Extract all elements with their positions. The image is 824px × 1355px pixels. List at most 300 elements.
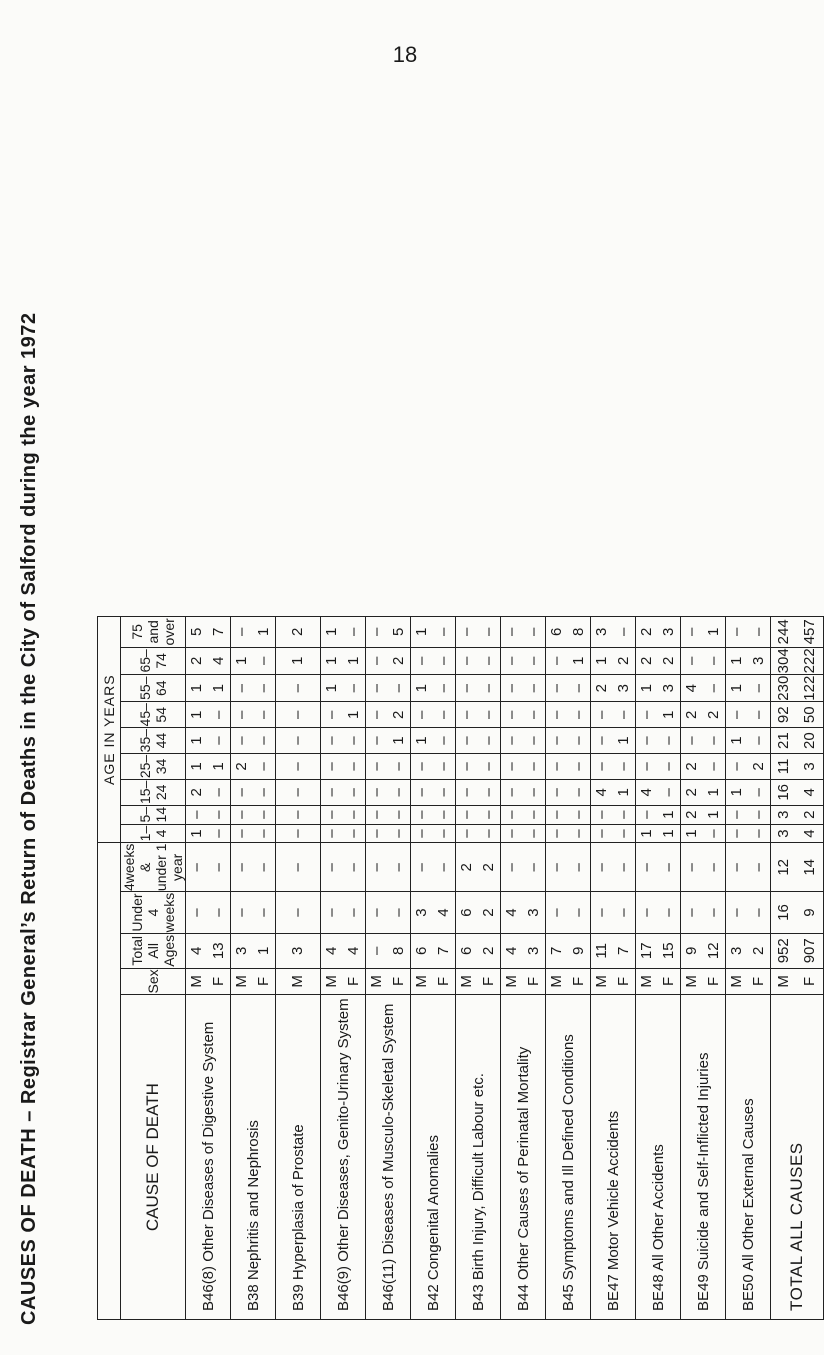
first-value: –: [503, 863, 520, 872]
age-1-4-cell: [591, 824, 636, 843]
first-value: 304: [775, 648, 792, 674]
second-value: –: [345, 627, 362, 637]
total-all-ages-cell: [546, 933, 591, 968]
total-label: TOTAL ALL CAUSES: [771, 995, 824, 1320]
age-5-14-cell: [771, 805, 824, 824]
first-value: 1: [188, 684, 205, 693]
first-value: 3: [593, 627, 610, 637]
first-value: –: [638, 908, 655, 917]
under-4-weeks-cell: [186, 892, 231, 934]
under-4-weeks-cell: [231, 892, 276, 934]
first-value: 2: [593, 684, 610, 693]
total-all-ages-cell: [366, 933, 411, 968]
first-value: 1: [728, 736, 745, 745]
first-value: –: [548, 810, 565, 819]
second-value: –: [210, 736, 227, 745]
second-value: 1: [705, 627, 722, 637]
first-value: 1: [638, 684, 655, 693]
age-15-24-cell: [681, 779, 726, 805]
second-value: –: [435, 710, 452, 719]
second-value: –: [435, 788, 452, 797]
table-row: [276, 617, 321, 1320]
table-row: [186, 617, 231, 1320]
4-weeks-under-1-year-cell: [186, 843, 231, 892]
under-4-weeks-cell: [771, 892, 824, 934]
second-value: F: [615, 976, 632, 987]
first-value: –: [323, 788, 340, 797]
second-value: F: [435, 976, 452, 987]
second-value: 122: [801, 675, 818, 701]
age-25-34-cell: [456, 754, 501, 780]
first-value: –: [638, 762, 655, 771]
second-value: 4: [345, 946, 362, 955]
4-weeks-under-1-year-cell: [771, 843, 824, 892]
cause-name: BE47 Motor Vehicle Accidents: [591, 995, 636, 1320]
second-value: –: [615, 762, 632, 771]
4-weeks-under-1-year-cell: [726, 843, 771, 892]
first-value: 2: [188, 656, 205, 666]
age-35-44-cell: [546, 728, 591, 754]
age-55-64-cell: [366, 675, 411, 702]
age-45-54-header: 45– 54: [121, 702, 186, 728]
first-value: –: [368, 762, 385, 771]
age-45-54-cell: [186, 702, 231, 728]
second-value: –: [660, 908, 677, 917]
second-value: –: [480, 788, 497, 797]
second-value: –: [615, 863, 632, 872]
age-55-64-cell: [726, 675, 771, 702]
second-value: –: [615, 627, 632, 637]
age-1-4-cell: [636, 824, 681, 843]
second-value: –: [435, 762, 452, 771]
second-value: 8: [570, 627, 587, 637]
second-value: –: [255, 908, 272, 917]
age-15-24-cell: [546, 779, 591, 805]
under-4-weeks-cell: [321, 892, 366, 934]
under-4-weeks-cell: [726, 892, 771, 934]
4-weeks-under-1-year-cell: [231, 843, 276, 892]
age-5-14-cell: [186, 805, 231, 824]
first-value: –: [458, 788, 475, 797]
age-1-4-cell: [321, 824, 366, 843]
age-25-34-cell: [771, 754, 824, 780]
sex-cell: [366, 968, 411, 995]
first-value: M: [728, 975, 745, 988]
age-5-14-cell: [591, 805, 636, 824]
first-value: M: [413, 975, 430, 988]
total-all-ages-cell: [636, 933, 681, 968]
cause-header: CAUSE OF DEATH: [121, 995, 186, 1320]
second-value: –: [210, 829, 227, 838]
table-row: [456, 617, 501, 1320]
first-value: –: [638, 710, 655, 719]
age-65-74-cell: [231, 647, 276, 674]
table-row: [681, 617, 726, 1320]
second-value: –: [255, 829, 272, 838]
first-value: –: [413, 656, 430, 666]
table-row: [366, 617, 411, 1320]
age-65-74-cell: [186, 647, 231, 674]
sex-header: Sex: [121, 968, 186, 995]
first-value: 2: [638, 627, 655, 637]
age-15-24-cell: [456, 779, 501, 805]
age-1-4-cell: [411, 824, 456, 843]
first-value: –: [728, 710, 745, 719]
first-value: –: [548, 710, 565, 719]
cause-name: B45 Symptoms and Ill Defined Conditions: [546, 995, 591, 1320]
age-75-over-cell: [186, 617, 231, 648]
age-group-header: AGE IN YEARS: [98, 617, 121, 843]
second-value: 3: [801, 762, 818, 771]
age-65-74-cell: [591, 647, 636, 674]
second-value: –: [435, 829, 452, 838]
total-all-ages-cell: [501, 933, 546, 968]
second-value: –: [255, 656, 272, 666]
first-value: 3: [413, 908, 430, 917]
first-value: –: [233, 810, 250, 819]
first-value: M: [368, 975, 385, 988]
age-35-44-cell: [231, 728, 276, 754]
second-value: 222: [801, 648, 818, 674]
sex-cell: [231, 968, 276, 995]
age-5-14-cell: [276, 805, 321, 824]
second-value: 15: [660, 942, 677, 960]
total-all-ages-cell: [321, 933, 366, 968]
second-value: F: [660, 976, 677, 987]
age-75-over-cell: [591, 617, 636, 648]
first-value: –: [413, 710, 430, 719]
second-value: –: [750, 710, 767, 719]
age-75-over-header: 75 and over: [121, 617, 186, 648]
second-value: –: [480, 710, 497, 719]
age-25-34-cell: [186, 754, 231, 780]
second-value: 2: [390, 656, 407, 666]
total-all-ages-cell: [681, 933, 726, 968]
first-value: –: [289, 788, 306, 797]
first-value: M: [775, 975, 792, 988]
first-value: –: [368, 710, 385, 719]
first-value: 2: [683, 762, 700, 771]
age-15-24-cell: [276, 779, 321, 805]
second-value: –: [525, 736, 542, 745]
second-value: –: [480, 684, 497, 693]
age-1-4-cell: [366, 824, 411, 843]
under-4-weeks-cell: [546, 892, 591, 934]
second-value: –: [345, 788, 362, 797]
age-15-24-cell: [771, 779, 824, 805]
second-value: –: [705, 908, 722, 917]
second-value: –: [210, 710, 227, 719]
under-4-weeks-cell: [366, 892, 411, 934]
total-row: [771, 617, 824, 1320]
second-value: 1: [570, 656, 587, 666]
second-value: 2: [480, 946, 497, 955]
first-value: 2: [638, 656, 655, 666]
first-value: M: [593, 975, 610, 988]
second-value: F: [255, 976, 272, 987]
first-value: –: [728, 627, 745, 637]
first-value: –: [683, 863, 700, 872]
total-header: Total All Ages: [121, 933, 186, 968]
first-value: –: [368, 946, 385, 955]
first-value: 952: [775, 938, 792, 964]
age-35-44-cell: [366, 728, 411, 754]
second-value: –: [615, 829, 632, 838]
age-45-54-cell: [726, 702, 771, 728]
table-row: [636, 617, 681, 1320]
second-value: –: [660, 762, 677, 771]
second-value: –: [750, 684, 767, 693]
4-weeks-under-1-year-cell: [546, 843, 591, 892]
age-5-14-cell: [411, 805, 456, 824]
age-5-14-header: 5– 14: [121, 805, 186, 824]
first-value: 2: [683, 788, 700, 797]
sex-cell: [456, 968, 501, 995]
first-value: –: [593, 829, 610, 838]
second-value: 7: [615, 946, 632, 955]
age-65-74-cell: [501, 647, 546, 674]
second-value: –: [480, 829, 497, 838]
cause-name: B43 Birth Injury, Difficult Labour etc.: [456, 995, 501, 1320]
second-value: 2: [801, 810, 818, 819]
first-value: –: [503, 627, 520, 637]
first-value: –: [638, 863, 655, 872]
age-25-34-cell: [411, 754, 456, 780]
age-55-64-cell: [591, 675, 636, 702]
second-value: –: [615, 710, 632, 719]
second-value: –: [570, 762, 587, 771]
first-value: 4: [503, 908, 520, 917]
second-value: –: [525, 762, 542, 771]
first-value: –: [548, 908, 565, 917]
first-value: 5: [188, 627, 205, 637]
first-value: –: [368, 863, 385, 872]
first-value: –: [289, 863, 306, 872]
second-value: 1: [345, 656, 362, 666]
age-45-54-cell: [591, 702, 636, 728]
second-value: 1: [210, 684, 227, 693]
first-value: M: [188, 975, 205, 988]
first-value: –: [233, 627, 250, 637]
second-value: –: [210, 810, 227, 819]
age-25-34-cell: [591, 754, 636, 780]
second-value: –: [435, 656, 452, 666]
second-value: 14: [801, 858, 818, 876]
age-75-over-cell: [321, 617, 366, 648]
age-75-over-cell: [276, 617, 321, 648]
first-value: –: [593, 736, 610, 745]
first-value: –: [728, 863, 745, 872]
first-value: –: [233, 908, 250, 917]
table-body: [186, 617, 824, 1320]
second-value: –: [390, 863, 407, 872]
age-35-44-cell: [636, 728, 681, 754]
first-value: –: [368, 810, 385, 819]
age-1-4-cell: [276, 824, 321, 843]
first-value: M: [638, 975, 655, 988]
second-value: –: [570, 863, 587, 872]
first-value: –: [323, 710, 340, 719]
first-value: –: [593, 810, 610, 819]
sex-cell: [591, 968, 636, 995]
age-75-over-cell: [456, 617, 501, 648]
second-value: –: [525, 810, 542, 819]
second-value: –: [750, 829, 767, 838]
age-15-24-cell: [726, 779, 771, 805]
first-value: –: [233, 788, 250, 797]
age-25-34-cell: [321, 754, 366, 780]
first-value: 4: [188, 946, 205, 955]
age-65-74-cell: [681, 647, 726, 674]
under-4-weeks-header: Under 4 weeks: [121, 892, 186, 934]
sex-cell: [546, 968, 591, 995]
second-value: –: [705, 736, 722, 745]
first-value: 1: [728, 788, 745, 797]
sex-cell: [321, 968, 366, 995]
second-value: –: [660, 788, 677, 797]
second-value: 12: [705, 942, 722, 960]
second-value: 1: [660, 829, 677, 838]
age-15-24-cell: [321, 779, 366, 805]
age-45-54-cell: [321, 702, 366, 728]
second-value: –: [435, 627, 452, 637]
under-4-weeks-cell: [591, 892, 636, 934]
4-weeks-under-1-year-cell: [456, 843, 501, 892]
first-value: –: [368, 736, 385, 745]
second-value: –: [750, 627, 767, 637]
first-value: 1: [323, 656, 340, 666]
age-35-44-cell: [591, 728, 636, 754]
age-25-34-header: 25– 34: [121, 754, 186, 780]
age-15-24-cell: [366, 779, 411, 805]
second-value: –: [255, 863, 272, 872]
age-75-over-cell: [771, 617, 824, 648]
age-35-44-cell: [456, 728, 501, 754]
second-value: –: [705, 762, 722, 771]
first-value: –: [638, 810, 655, 819]
first-value: 16: [775, 904, 792, 921]
age-1-4-cell: [681, 824, 726, 843]
second-value: –: [480, 762, 497, 771]
4-weeks-under-1-year-cell: [411, 843, 456, 892]
first-value: –: [188, 908, 205, 917]
first-value: –: [728, 810, 745, 819]
second-value: –: [345, 762, 362, 771]
second-value: –: [435, 684, 452, 693]
second-value: –: [570, 710, 587, 719]
sex-cell: [771, 968, 824, 995]
first-value: –: [323, 810, 340, 819]
age-5-14-cell: [231, 805, 276, 824]
first-value: 3: [289, 946, 306, 955]
first-value: 1: [188, 710, 205, 719]
first-value: –: [458, 762, 475, 771]
first-value: –: [548, 736, 565, 745]
second-value: 3: [750, 656, 767, 666]
first-value: –: [413, 829, 430, 838]
second-value: –: [435, 863, 452, 872]
second-value: –: [525, 788, 542, 797]
total-all-ages-cell: [231, 933, 276, 968]
first-value: –: [728, 762, 745, 771]
second-value: –: [480, 736, 497, 745]
second-value: –: [615, 810, 632, 819]
second-value: F: [390, 976, 407, 987]
first-value: –: [458, 656, 475, 666]
first-value: –: [548, 762, 565, 771]
first-value: –: [368, 627, 385, 637]
first-value: 1: [413, 684, 430, 693]
second-value: –: [435, 810, 452, 819]
first-value: –: [503, 710, 520, 719]
first-value: –: [548, 829, 565, 838]
total-all-ages-cell: [186, 933, 231, 968]
first-value: –: [458, 810, 475, 819]
first-value: 3: [233, 946, 250, 955]
first-value: –: [289, 810, 306, 819]
age-55-64-cell: [276, 675, 321, 702]
age-1-4-cell: [501, 824, 546, 843]
second-value: 5: [390, 627, 407, 637]
first-value: 1: [413, 627, 430, 637]
first-value: –: [233, 863, 250, 872]
first-value: 2: [683, 810, 700, 819]
age-25-34-cell: [501, 754, 546, 780]
cause-name: BE48 All Other Accidents: [636, 995, 681, 1320]
cause-name: B46(11) Diseases of Musculo-Skeletal System: [366, 995, 411, 1320]
second-value: –: [660, 736, 677, 745]
second-value: –: [750, 736, 767, 745]
second-value: –: [525, 829, 542, 838]
second-value: –: [525, 684, 542, 693]
age-55-64-cell: [456, 675, 501, 702]
age-15-24-cell: [411, 779, 456, 805]
second-value: –: [345, 863, 362, 872]
age-1-4-header: 1– 4: [121, 824, 186, 843]
second-value: –: [570, 810, 587, 819]
table-row: [231, 617, 276, 1320]
first-value: 2: [188, 788, 205, 797]
second-value: 1: [615, 788, 632, 797]
first-value: 4: [503, 946, 520, 955]
second-value: F: [570, 976, 587, 987]
total-all-ages-cell: [456, 933, 501, 968]
first-value: –: [289, 908, 306, 917]
age-65-74-cell: [321, 647, 366, 674]
age-75-over-cell: [501, 617, 546, 648]
age-5-14-cell: [681, 805, 726, 824]
second-value: 3: [660, 684, 677, 693]
first-value: –: [548, 863, 565, 872]
causes-of-death-table: [97, 616, 824, 1320]
age-5-14-cell: [546, 805, 591, 824]
second-value: –: [570, 908, 587, 917]
second-value: 1: [255, 946, 272, 955]
second-value: F: [345, 976, 362, 987]
first-value: –: [548, 788, 565, 797]
first-value: –: [503, 762, 520, 771]
first-value: 6: [413, 946, 430, 955]
table-row: [546, 617, 591, 1320]
first-value: 1: [413, 736, 430, 745]
first-value: 2: [683, 710, 700, 719]
age-45-54-cell: [636, 702, 681, 728]
second-value: –: [390, 788, 407, 797]
first-value: –: [638, 736, 655, 745]
4-weeks-under-1-year-cell: [636, 843, 681, 892]
first-value: –: [593, 908, 610, 917]
second-value: –: [750, 788, 767, 797]
